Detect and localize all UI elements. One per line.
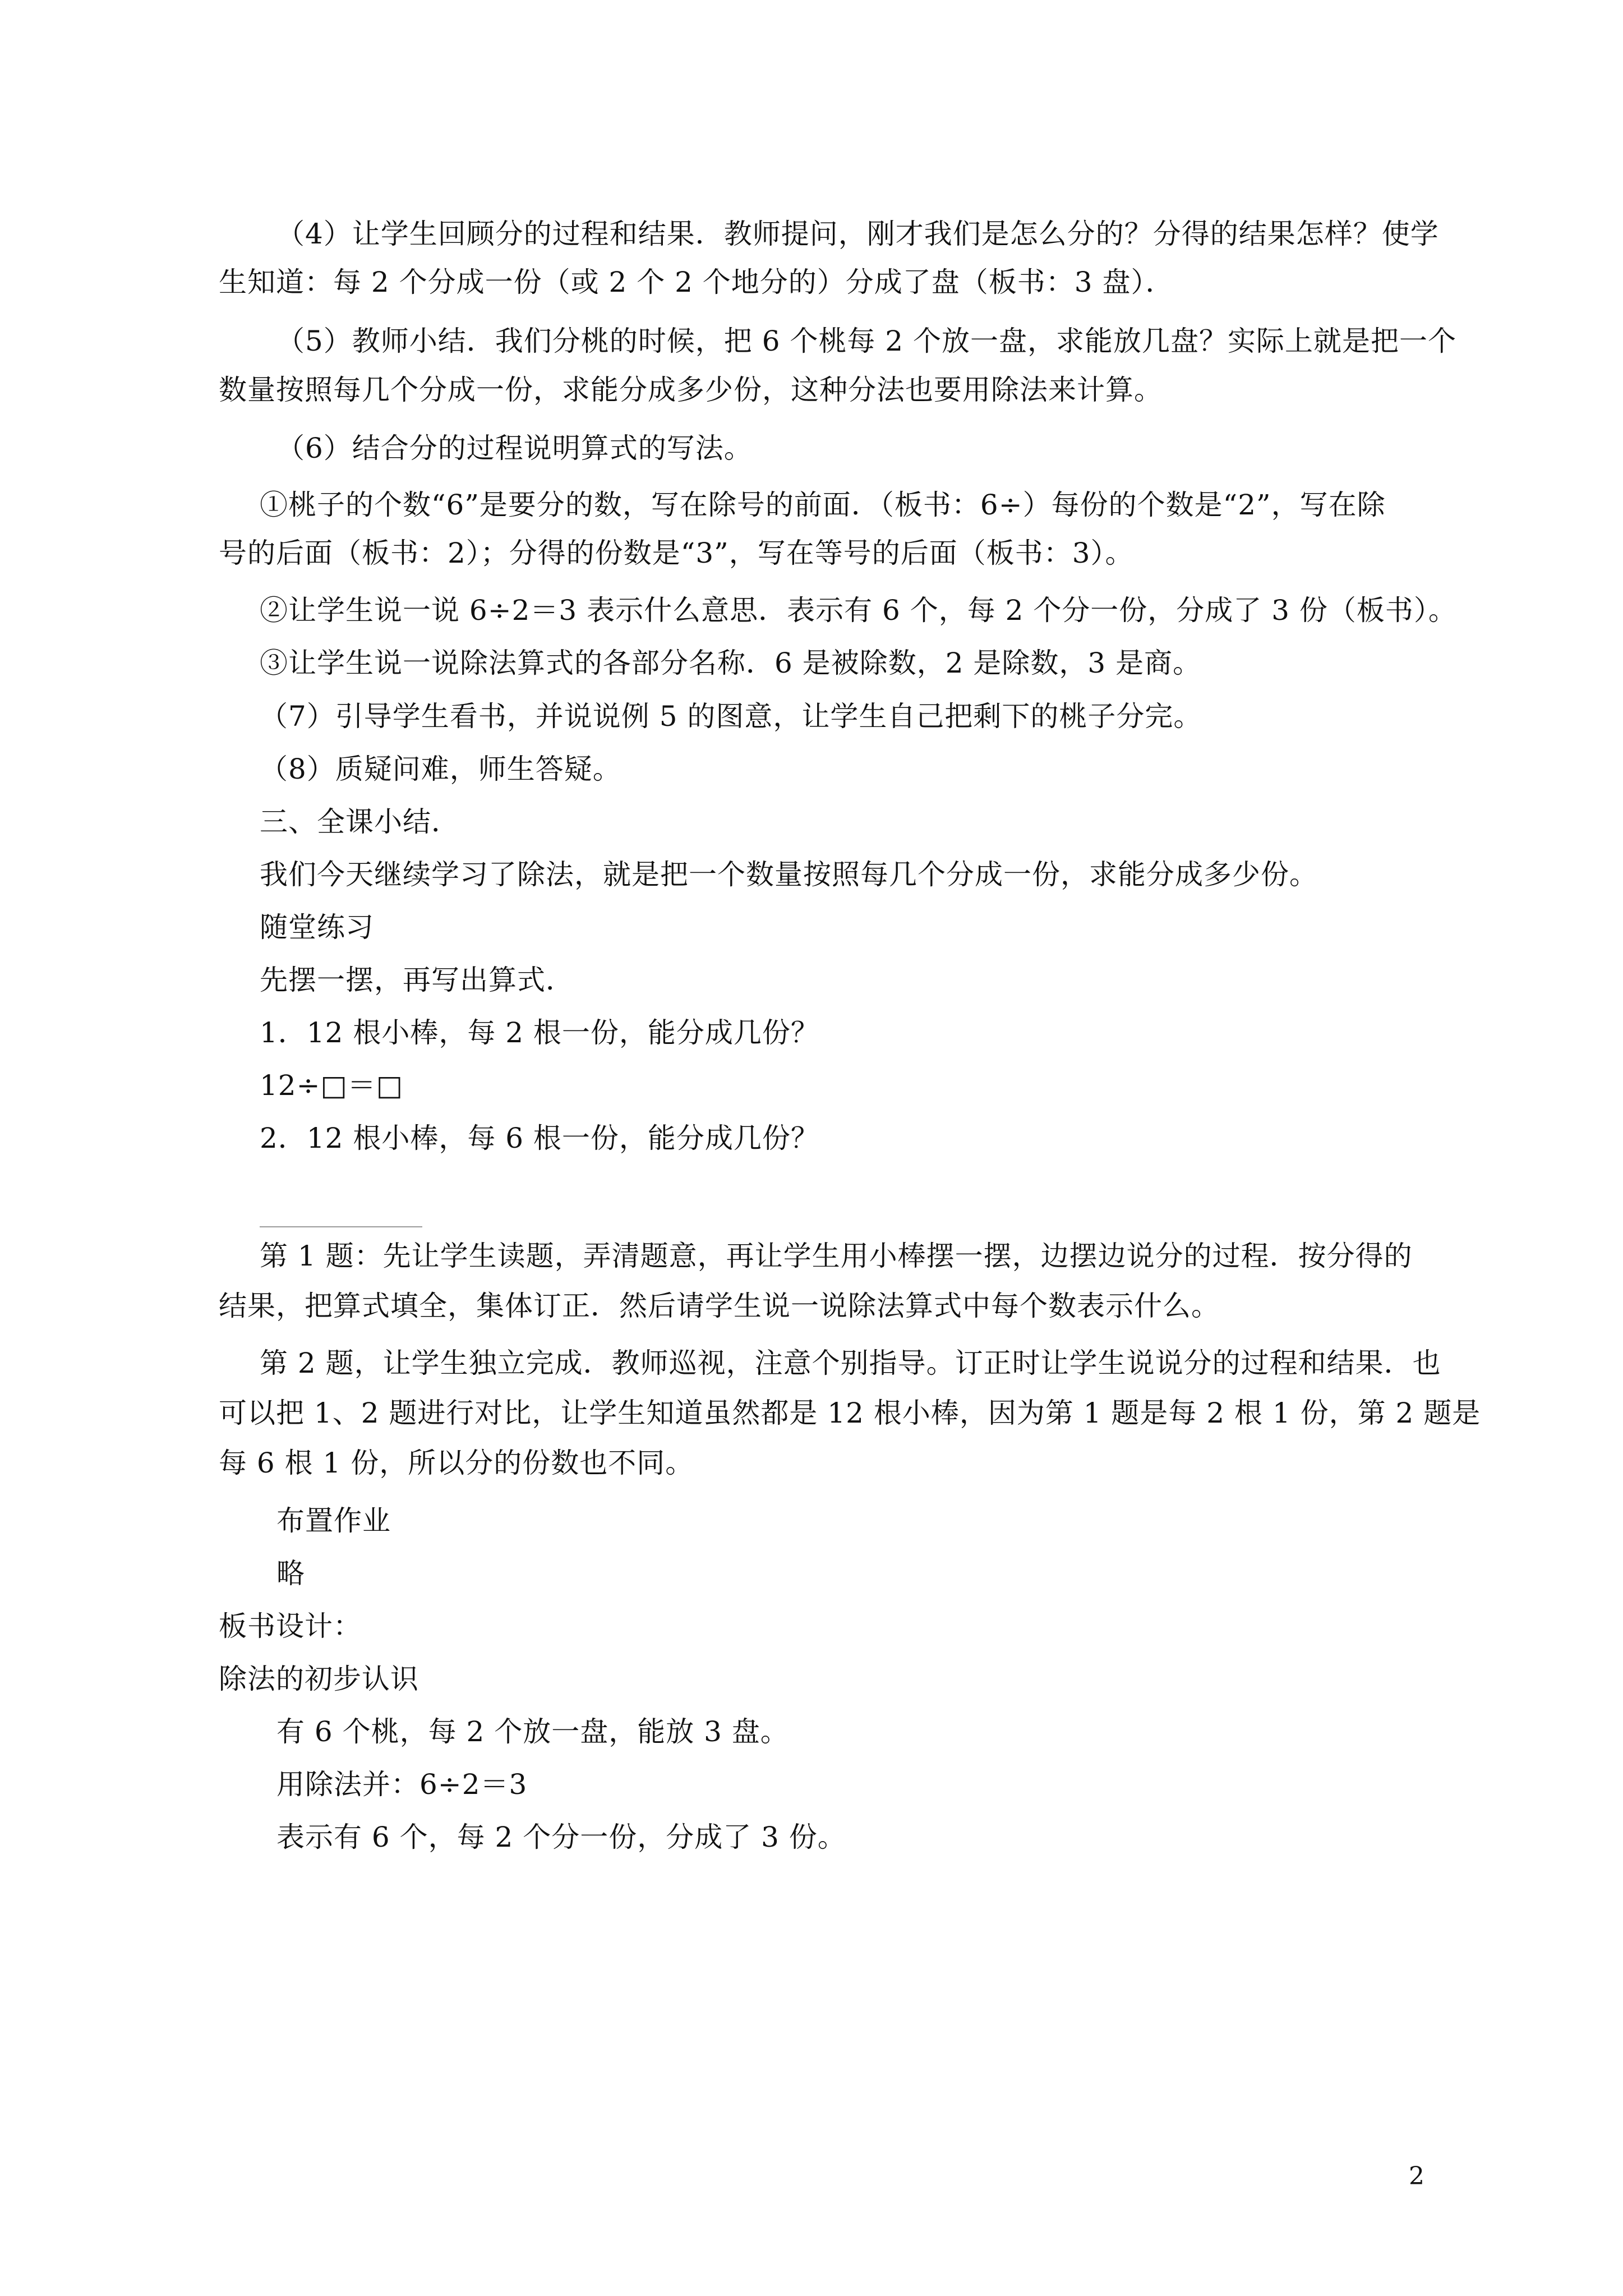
line-24: 布置作业 xyxy=(276,1504,391,1537)
line-14: 随堂练习 xyxy=(260,911,374,944)
line-15: 先摆一摆，再写出算式． xyxy=(260,964,574,996)
line-17: 12÷□＝□ xyxy=(260,1069,403,1102)
line-16: 1．12 根小棒，每 2 根一份，能分成几份？ xyxy=(260,1016,819,1049)
line-29: 用除法并：6÷2＝3 xyxy=(276,1768,528,1801)
line-3: （5）教师小结．我们分桃的时候，把 6 个桃每 2 个放一盘，求能放几盘？实际上就是把一个 xyxy=(276,325,1457,357)
line-1: （4）让学生回顾分的过程和结果．教师提问，刚才我们是怎么分的？分得的结果怎样？使学 xyxy=(276,218,1439,250)
line-20: 结果，把算式填全，集体订正．然后请学生说一说除法算式中每个数表示什么。 xyxy=(219,1290,1220,1322)
line-6: ①桃子的个数“6”是要分的数，写在除号的前面．（板书：6÷）每份的个数是“2”，写在除 xyxy=(260,489,1386,521)
line-8: ②让学生说一说 6÷2＝3 表示什么意思．表示有 6 个，每 2 个分一份，分成了 3 份（板书）。 xyxy=(260,594,1457,627)
line-22: 可以把 1、2 题进行对比，让学生知道虽然都是 12 根小棒，因为第 1 题是每 2 根 1 份，第 2 题是 xyxy=(219,1397,1481,1429)
footnote-rule xyxy=(260,1226,422,1227)
line-2: 生知道：每 2 个分成一份（或 2 个 2 个地分的）分成了盘（板书：3 盘）． xyxy=(219,266,1174,298)
line-10: （7）引导学生看书，并说说例 5 的图意，让学生自己把剩下的桃子分完。 xyxy=(260,700,1202,733)
line-23: 每 6 根 1 份，所以分的份数也不同。 xyxy=(219,1447,694,1479)
line-11: （8）质疑问难，师生答疑。 xyxy=(260,753,621,785)
line-4: 数量按照每几个分成一份，求能分成多少份，这种分法也要用除法来计算。 xyxy=(219,374,1163,406)
page-number: 2 xyxy=(1409,2162,1424,2191)
line-18: 2．12 根小棒，每 6 根一份，能分成几份？ xyxy=(260,1122,819,1154)
line-9: ③让学生说一说除法算式的各部分名称．6 是被除数，2 是除数，3 是商。 xyxy=(260,647,1202,679)
line-30: 表示有 6 个，每 2 个分一份，分成了 3 份。 xyxy=(276,1821,846,1853)
line-27: 除法的初步认识 xyxy=(219,1663,419,1695)
line-21: 第 2 题，让学生独立完成．教师巡视，注意个别指导。订正时让学生说说分的过程和结果．也 xyxy=(260,1347,1441,1379)
line-28: 有 6 个桃，每 2 个放一盘，能放 3 盘。 xyxy=(276,1715,789,1748)
line-5: （6）结合分的过程说明算式的写法。 xyxy=(276,432,753,464)
line-19: 第 1 题：先让学生读题，弄清题意，再让学生用小棒摆一摆，边摆边说分的过程．按分得的 xyxy=(260,1240,1413,1272)
line-13: 我们今天继续学习了除法，就是把一个数量按照每几个分成一份，求能分成多少份。 xyxy=(260,858,1318,891)
line-7: 号的后面（板书：2）；分得的份数是“3”，写在等号的后面（板书：3）。 xyxy=(219,537,1134,569)
line-26: 板书设计： xyxy=(219,1610,362,1642)
line-12: 三、全课小结． xyxy=(260,806,460,838)
line-25: 略 xyxy=(276,1557,305,1590)
